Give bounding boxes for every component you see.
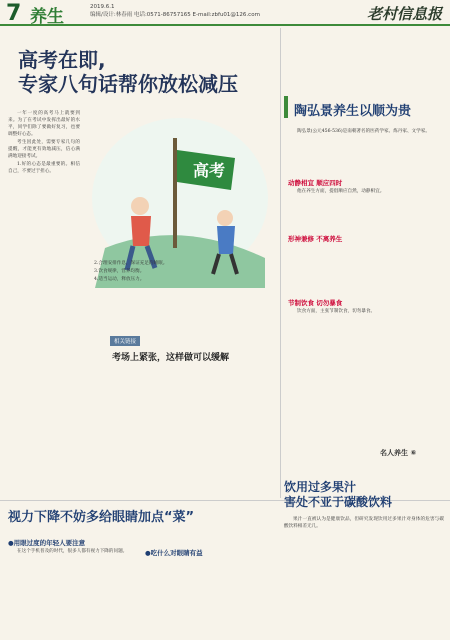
hero-para: 考生因此处，需要专家几句的提醒，才能更有效地减压，信心满满地迎接考试。	[8, 140, 80, 159]
hero-body-col1	[8, 110, 80, 330]
bottom-right-title-line1: 饮用过多果汁	[284, 480, 357, 494]
bottom-right-title-line2: 害处不亚于碳酸饮料	[284, 495, 393, 509]
issue-date: 2019.6.1	[90, 4, 115, 10]
bottom-left-title: 视力下降不妨多给眼睛加点“菜”	[8, 510, 195, 525]
hero-title	[18, 48, 238, 96]
hero-para: 一年一度的高考马上就要到来。为了在考试中发挥出最好的水平，同学们除了要做好复习，也要调整好心态。	[8, 111, 80, 137]
masthead-meta	[90, 3, 260, 19]
right-article-body-2	[288, 188, 444, 228]
right-subhead-1: 动静相宜 顺应四时	[288, 179, 343, 187]
right-article	[282, 100, 450, 119]
hero-body-col2	[85, 260, 275, 328]
editor-line: 编辑/设计:林春雨 电话:0571-86757165 E-mail:zbfu01@126.com	[90, 12, 260, 18]
right-article-body	[288, 128, 444, 173]
bottom-left-para: 在这个手机普及的时代，很多人都有视力下降的问题。	[17, 549, 128, 554]
bottom-left-subhead-1: ●用眼过度的年轻人要注意	[8, 539, 86, 547]
right-para: 饮食方面，主张节制饮食，切勿暴食。	[297, 309, 376, 314]
bottom-right-title	[284, 480, 392, 510]
bottom-left-body	[8, 548, 138, 628]
hero-para: 4.适当运动，释放压力。	[94, 277, 145, 282]
right-para: 他在养生方面，提倡顺应自然，动静相宜。	[297, 189, 385, 194]
right-article-title: 陶弘景养生以顺为贵	[294, 104, 412, 119]
section-title: 养生	[30, 7, 64, 27]
hero-title-line2: 专家八句话帮你放松减压	[18, 72, 238, 96]
related-tag: 相关链接	[110, 336, 140, 346]
bottom-left-subhead-2: ●吃什么对眼睛有益	[145, 549, 203, 557]
bottom-right-para: 果汁一直被认为是健康饮品，但研究发现饮用过多果汁对身体的危害与碳酸饮料相差无几。	[284, 517, 444, 529]
hero-para: 3.饮食规律，营养均衡。	[94, 269, 145, 274]
masthead	[0, 0, 450, 26]
related-title: 考场上紧张，这样做可以缓解	[112, 353, 230, 363]
right-para: 陶弘景(公元456-536)是南朝著名的医药学家、炼丹家、文学家。	[297, 129, 430, 134]
bottom-right-body	[284, 516, 444, 634]
series-byline: 名人养生 ⑥	[380, 449, 417, 457]
hero-article	[0, 28, 280, 330]
right-subhead-3: 节制饮食 切勿暴食	[288, 299, 343, 307]
page-number: 7	[6, 1, 22, 26]
hero-title-line1: 高考在即,	[18, 48, 106, 72]
paper-name: 老村信息报	[366, 5, 442, 23]
column-divider	[280, 28, 281, 498]
hero-para: 1.好的心态是最重要的。相信自己，不要过于担心。	[8, 162, 80, 174]
right-article-body-3	[288, 308, 444, 358]
hero-para: 2.合理安排作息，保证充足的睡眠。	[94, 261, 168, 266]
right-subhead-2: 形神兼修 不离养生	[288, 235, 343, 243]
signpost-label: 高考	[193, 161, 226, 180]
